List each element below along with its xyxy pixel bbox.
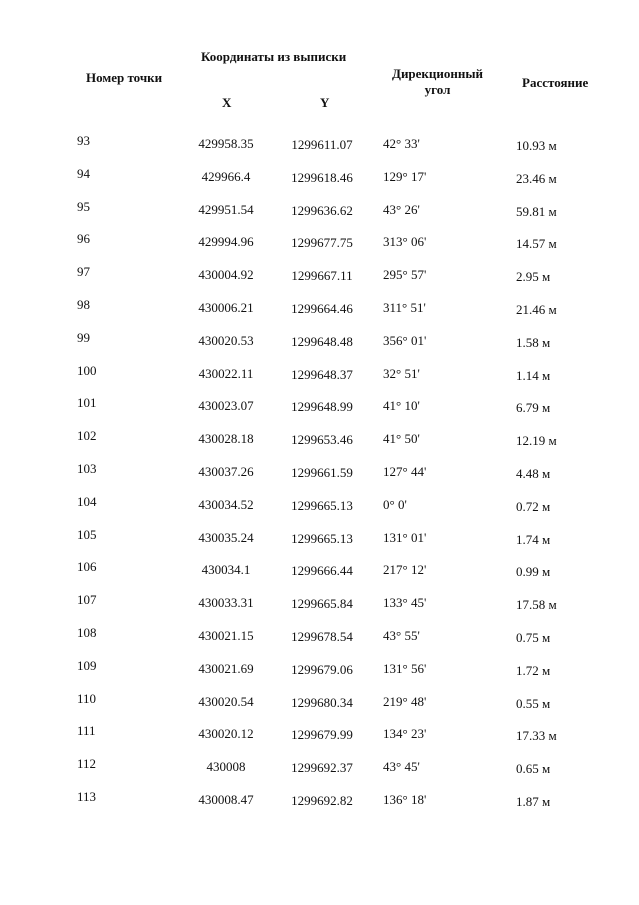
- table-row: [0, 261, 639, 294]
- x-coordinate-cell: 430008.47: [198, 791, 254, 807]
- point-number-cell: 100: [77, 362, 97, 378]
- table-row: [0, 589, 639, 622]
- x-coordinate-cell: 430037.26: [198, 463, 254, 479]
- table-row: [0, 392, 639, 425]
- direction-angle-cell: 41° 50': [383, 431, 420, 447]
- x-coordinate-cell: 429951.54: [198, 201, 254, 217]
- point-number-cell: 105: [77, 526, 97, 542]
- direction-angle-cell: 41° 10': [383, 398, 420, 414]
- y-coordinate-cell: 1299692.37: [291, 760, 353, 776]
- distance-cell: 2.95 м: [516, 269, 551, 285]
- table-row: [0, 622, 639, 655]
- direction-angle-cell: 217° 12': [383, 562, 427, 578]
- table-row: [0, 491, 639, 524]
- distance-cell: 0.72 м: [516, 498, 551, 514]
- direction-angle-cell: 131° 01': [383, 529, 427, 545]
- point-number-cell: 104: [77, 493, 97, 509]
- distance-cell: 0.75 м: [516, 629, 551, 645]
- header-x: X: [222, 95, 232, 110]
- y-coordinate-cell: 1299666.44: [291, 563, 353, 579]
- distance-cell: 4.48 м: [516, 465, 551, 481]
- y-coordinate-cell: 1299677.75: [291, 235, 353, 251]
- y-coordinate-cell: 1299680.34: [291, 694, 353, 710]
- distance-cell: 0.55 м: [516, 695, 551, 711]
- point-number-cell: 108: [77, 624, 97, 640]
- x-coordinate-cell: 429966.4: [201, 168, 251, 184]
- point-number-cell: 107: [77, 592, 97, 608]
- distance-cell: 0.65 м: [516, 761, 551, 777]
- point-number-cell: 95: [77, 198, 90, 214]
- header-direction-angle-line2: угол: [424, 82, 451, 97]
- direction-angle-cell: 43° 45': [383, 759, 420, 775]
- point-number-cell: 110: [77, 690, 97, 706]
- x-coordinate-cell: 430035.24: [198, 529, 254, 545]
- x-coordinate-cell: 430023.07: [198, 398, 254, 414]
- table-row: [0, 556, 639, 589]
- y-coordinate-cell: 1299618.46: [291, 169, 353, 185]
- point-number-cell: 101: [77, 395, 97, 411]
- y-coordinate-cell: 1299692.82: [291, 792, 353, 808]
- direction-angle-cell: 311° 51': [383, 299, 426, 315]
- y-coordinate-cell: 1299636.62: [291, 202, 353, 218]
- direction-angle-cell: 134° 23': [383, 726, 427, 742]
- distance-cell: 6.79 м: [516, 400, 551, 416]
- y-coordinate-cell: 1299611.07: [291, 137, 353, 152]
- y-coordinate-cell: 1299679.99: [291, 727, 353, 743]
- table-row: [0, 753, 639, 786]
- point-number-cell: 112: [77, 756, 97, 772]
- distance-cell: 1.72 м: [516, 662, 551, 678]
- direction-angle-cell: 136° 18': [383, 791, 427, 807]
- y-coordinate-cell: 1299665.13: [291, 497, 353, 513]
- x-coordinate-cell: 429994.96: [198, 234, 254, 250]
- x-coordinate-cell: 430028.18: [198, 431, 254, 447]
- distance-cell: 0.99 м: [516, 564, 551, 580]
- point-number-cell: 93: [77, 133, 90, 148]
- x-coordinate-cell: 430020.53: [198, 332, 254, 348]
- direction-angle-cell: 295° 57': [383, 267, 427, 283]
- y-coordinate-cell: 1299667.11: [291, 268, 353, 284]
- point-number-cell: 103: [77, 460, 97, 476]
- distance-cell: 1.87 м: [516, 793, 551, 809]
- table-row: [0, 458, 639, 491]
- x-coordinate-cell: 430021.69: [198, 660, 254, 676]
- y-coordinate-cell: 1299653.46: [291, 432, 353, 448]
- distance-cell: 17.58 м: [516, 597, 557, 613]
- distance-cell: 1.58 м: [516, 334, 551, 350]
- y-coordinate-cell: 1299648.48: [291, 333, 353, 349]
- table-row: [0, 228, 639, 261]
- distance-cell: 59.81 м: [516, 203, 557, 219]
- x-coordinate-cell: 430022.11: [198, 365, 254, 381]
- x-coordinate-cell: 430020.12: [198, 726, 254, 742]
- distance-cell: 10.93 м: [516, 138, 557, 153]
- point-number-cell: 97: [77, 264, 90, 280]
- direction-angle-cell: 133° 45': [383, 595, 427, 611]
- header-point-number: Номер точки: [86, 70, 163, 85]
- point-number-cell: 99: [77, 329, 90, 345]
- point-number-cell: 113: [77, 788, 97, 804]
- table-row: [0, 524, 639, 557]
- direction-angle-cell: 219° 48': [383, 693, 427, 709]
- table-row: [0, 196, 639, 229]
- y-coordinate-cell: 1299678.54: [291, 628, 353, 644]
- x-coordinate-cell: 430034.1: [201, 562, 251, 578]
- distance-cell: 17.33 м: [516, 728, 557, 744]
- direction-angle-cell: 129° 17': [383, 168, 427, 184]
- direction-angle-cell: 127° 44': [383, 463, 427, 479]
- x-coordinate-cell: 430004.92: [198, 267, 254, 283]
- x-coordinate-cell: 430034.52: [198, 496, 254, 512]
- y-coordinate-cell: 1299665.84: [291, 596, 353, 612]
- point-number-cell: 98: [77, 296, 90, 312]
- table-row: [0, 720, 639, 753]
- x-coordinate-cell: 430008: [206, 759, 246, 775]
- header-direction-angle: [392, 66, 483, 98]
- direction-angle-cell: 43° 55': [383, 627, 420, 643]
- table-row: [0, 688, 639, 721]
- distance-cell: 21.46 м: [516, 301, 557, 317]
- table-row: [0, 786, 639, 819]
- y-coordinate-cell: 1299679.06: [291, 661, 353, 677]
- x-coordinate-cell: 430021.15: [198, 627, 254, 643]
- table-row: [0, 360, 639, 393]
- direction-angle-cell: 313° 06': [383, 234, 427, 250]
- direction-angle-cell: 131° 56': [383, 660, 427, 676]
- direction-angle-cell: 43° 26': [383, 201, 420, 217]
- table-row: [0, 655, 639, 688]
- y-coordinate-cell: 1299665.13: [291, 530, 353, 546]
- table-row: [0, 294, 639, 327]
- distance-cell: 1.74 м: [516, 531, 551, 547]
- y-coordinate-cell: 1299664.46: [291, 300, 353, 316]
- point-number-cell: 111: [77, 723, 96, 739]
- header-y: Y: [320, 95, 330, 110]
- y-coordinate-cell: 1299661.59: [291, 464, 353, 480]
- distance-cell: 12.19 м: [516, 433, 557, 449]
- header-distance: Расстояние: [522, 75, 589, 90]
- direction-angle-cell: 356° 01': [383, 332, 427, 348]
- table-row: [0, 130, 639, 163]
- table-row: [0, 425, 639, 458]
- point-number-cell: 109: [77, 657, 97, 673]
- distance-cell: 1.14 м: [516, 367, 551, 383]
- direction-angle-cell: 0° 0': [383, 496, 407, 512]
- point-number-cell: 106: [77, 559, 97, 575]
- direction-angle-cell: 32° 51': [383, 365, 420, 381]
- point-number-cell: 96: [77, 231, 90, 247]
- table-row: [0, 163, 639, 196]
- point-number-cell: 94: [77, 165, 90, 181]
- x-coordinate-cell: 430020.54: [198, 693, 254, 709]
- x-coordinate-cell: 430033.31: [198, 595, 254, 611]
- distance-cell: 23.46 м: [516, 170, 557, 186]
- y-coordinate-cell: 1299648.37: [291, 366, 353, 382]
- header-direction-angle-line1: Дирекционный: [392, 66, 484, 81]
- header-coordinates: Координаты из выписки: [201, 49, 347, 64]
- y-coordinate-cell: 1299648.99: [291, 399, 353, 415]
- coordinates-table-body: [0, 130, 639, 819]
- direction-angle-cell: 42° 33': [383, 136, 420, 151]
- x-coordinate-cell: 430006.21: [198, 299, 254, 315]
- table-row: [0, 327, 639, 360]
- distance-cell: 14.57 м: [516, 236, 557, 252]
- point-number-cell: 102: [77, 428, 97, 444]
- x-coordinate-cell: 429958.35: [198, 136, 254, 151]
